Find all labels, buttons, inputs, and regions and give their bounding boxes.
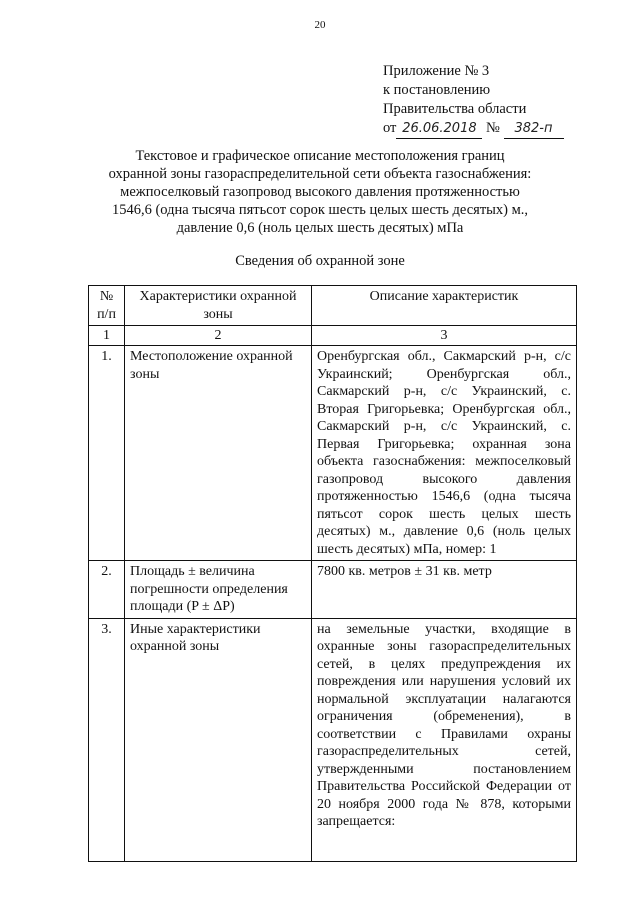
handwritten-number: 382-п	[504, 119, 564, 139]
row-characteristic: Местоположение охранной зоны	[125, 346, 312, 561]
title-line-1: Текстовое и графическое описание местоположения границ	[135, 148, 505, 164]
page-number: 20	[314, 19, 326, 31]
row-number: 3.	[89, 618, 125, 861]
header-description: Описание характеристик	[312, 286, 577, 326]
appendix-block	[383, 62, 564, 139]
row-number: 1.	[89, 346, 125, 561]
column-number-2: 2	[125, 326, 312, 346]
header-number: № п/п	[89, 286, 125, 326]
number-label: №	[486, 120, 500, 136]
document-title	[100, 147, 540, 237]
column-number-row	[89, 326, 577, 346]
zone-info-table	[88, 285, 577, 862]
appendix-line-3: Правительства области	[383, 101, 527, 117]
from-prefix: от	[383, 120, 397, 136]
title-line-4: 1546,6 (одна тысяча пятьсот сорок шесть целых шесть десятых) м.,	[111, 202, 529, 218]
table-header-row	[89, 286, 577, 326]
table-row	[89, 561, 577, 619]
title-line-3: межпоселковый газопровод высокого давления протяженностью	[120, 184, 520, 200]
row-description: Оренбургская обл., Сакмарский р-н, с/с Украинский; Оренбургская обл., Сакмарский р-н, с/с Украинский, с. Вторая Григорьевка; Оренбургская обл., Сакмарский р-н, с/с Украинский, с. Первая Григорьевка; охранная зона объекта газоснабжения: межпоселковый газопровод высокого давления протяженностью 1546,6 (одна тысяча пятьсот сорок шесть целых шесть десятых) м., давление 0,6 (ноль целых шесть десятых) мПа, номер: 1	[312, 346, 577, 561]
row-number: 2.	[89, 561, 125, 619]
table-row	[89, 346, 577, 561]
appendix-date-line	[383, 119, 564, 139]
handwritten-date: 26.06.2018	[396, 119, 482, 139]
header-characteristic: Характеристики охранной зоны	[125, 286, 312, 326]
row-description: 7800 кв. метров ± 31 кв. метр	[312, 561, 577, 619]
appendix-line-2: к постановлению	[383, 82, 491, 98]
title-line-5: давление 0,6 (ноль целых шесть десятых) мПа	[176, 220, 464, 236]
table-row	[89, 618, 577, 861]
section-title: Сведения об охранной зоне	[235, 253, 405, 269]
row-description: на земельные участки, входящие в охранные зоны газораспределительных сетей, в целях предупреждения их повреждения или нарушения условий их нормальной эксплуатации налагаются ограничения (обременения), в соответствии с Правилами охраны газораспределительных сетей, утвержденными постановлением Правительства Российской Федерации от 20 ноября 2000 года № 878, которыми запрещается:	[312, 618, 577, 861]
appendix-line-1: Приложение № 3	[383, 63, 490, 79]
column-number-1: 1	[89, 326, 125, 346]
row-characteristic: Площадь ± величина погрешности определения площади (P ± ΔP)	[125, 561, 312, 619]
column-number-3: 3	[312, 326, 577, 346]
row-characteristic: Иные характеристики охранной зоны	[125, 618, 312, 861]
title-line-2: охранной зоны газораспределительной сети объекта газоснабжения:	[108, 166, 532, 182]
